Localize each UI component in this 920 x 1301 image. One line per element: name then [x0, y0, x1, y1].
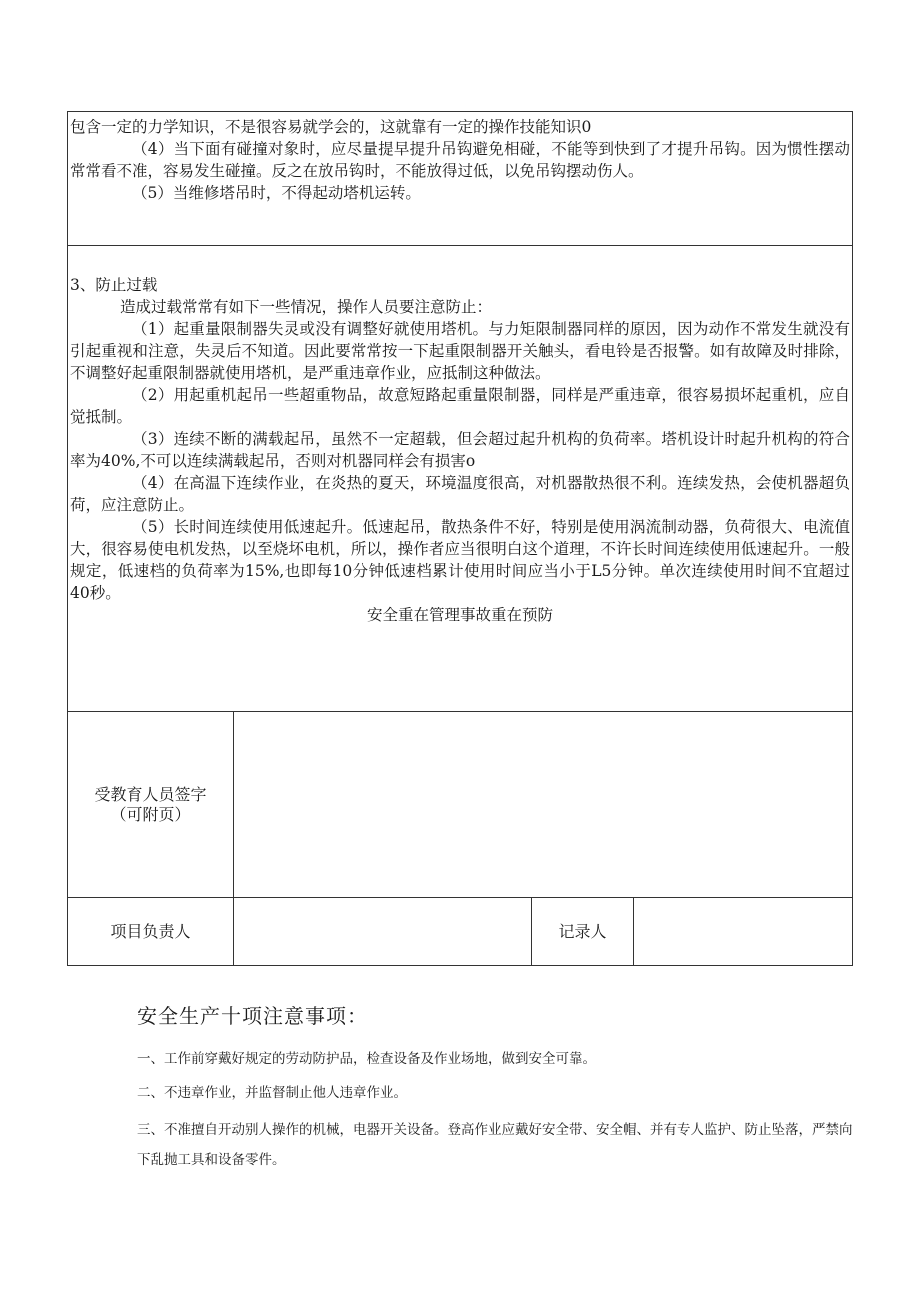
- education-record-table: [67, 111, 853, 966]
- safety-notes: [137, 1000, 857, 1185]
- section-heading: 3、防止过载: [70, 276, 158, 294]
- signature-label: 受教育人员签字: [94, 784, 207, 804]
- content-section-1: [68, 112, 852, 246]
- signature-row: [68, 712, 852, 898]
- overload-item-3: （3）连续不断的满载起吊，虽然不一定超载，但会超过起升机构的负荷率。塔机设计时起升机构的符合率为40%,不可以连续满载起吊，否则对机器同样会有损害o: [70, 430, 850, 470]
- responsible-row: [68, 898, 852, 965]
- content-section-overload: [68, 246, 852, 712]
- signature-label-cell: [68, 712, 234, 897]
- notes-item-3: 三、不准擅自开动别人操作的机械，电器开关设备。登高作业应戴好安全带、安全帽、并有专人监护、防止坠落，严禁向下乱抛工具和设备零件。: [137, 1122, 853, 1168]
- recorder-field[interactable]: [634, 898, 852, 965]
- signature-field[interactable]: [234, 712, 852, 897]
- recorder-label: 记录人: [532, 898, 634, 965]
- paragraph-item-4: （4）当下面有碰撞对象时，应尽量提早提升吊钩避免相碰，不能等到快到了才提升吊钩。因为惯性摆动常常看不准，容易发生碰撞。反之在放吊钩时，不能放得过低，以免吊钩摆动伤人。: [70, 140, 850, 180]
- overload-item-5: （5）长时间连续使用低速起升。低速起吊，散热条件不好，特别是使用涡流制动器，负荷很大、电流值大，很容易使电机发热，以至烧坏电机，所以，操作者应当很明白这个道理，不许长时间连续使用低速起升。一般规定，低速档的负荷率为15%,也即每10分钟低速档累计使用时间应当小于L5分钟。单次连续使用时间不宜超过40秒。: [70, 518, 850, 602]
- overload-item-2: （2）用起重机起吊一些超重物品，故意短路起重量限制器，同样是严重违章，很容易损坏起重机，应自觉抵制。: [70, 386, 850, 426]
- overload-item-1: （1）起重量限制器失灵或没有调整好就使用塔机。与力矩限制器同样的原因，因为动作不常发生就没有引起重视和注意，失灵后不知道。因此要常常按一下起重限制器开关触头，看电铃是否报警。如有故障及时排除，不调整好起重限制器就使用塔机，是严重违章作业，应抵制这种做法。: [70, 320, 850, 382]
- section-intro: 造成过载常常有如下一些情况，操作人员要注意防止：: [120, 298, 493, 316]
- project-leader-label: 项目负责人: [68, 898, 234, 965]
- paragraph-continuation: 包含一定的力学知识，不是很容易就学会的，这就靠有一定的操作技能知识0: [70, 118, 592, 136]
- notes-item-1: 一、工作前穿戴好规定的劳动防护品，检查设备及作业场地，做到安全可靠。: [137, 1051, 596, 1067]
- overload-item-4: （4）在高温下连续作业，在炎热的夏天，环境温度很高，对机器散热很不利。连续发热，会使机器超负荷，应注意防止。: [70, 474, 850, 514]
- project-leader-field[interactable]: [234, 898, 532, 965]
- notes-item-2: 二、不违章作业，并监督制止他人违章作业。: [137, 1085, 407, 1101]
- safety-slogan: 安全重在管理事故重在预防: [366, 606, 553, 624]
- notes-title: 安全生产十项注意事项：: [137, 1004, 368, 1028]
- paragraph-item-5: （5）当维修塔吊时，不得起动塔机运转。: [132, 184, 421, 202]
- signature-label-note: （可附页）: [110, 804, 191, 824]
